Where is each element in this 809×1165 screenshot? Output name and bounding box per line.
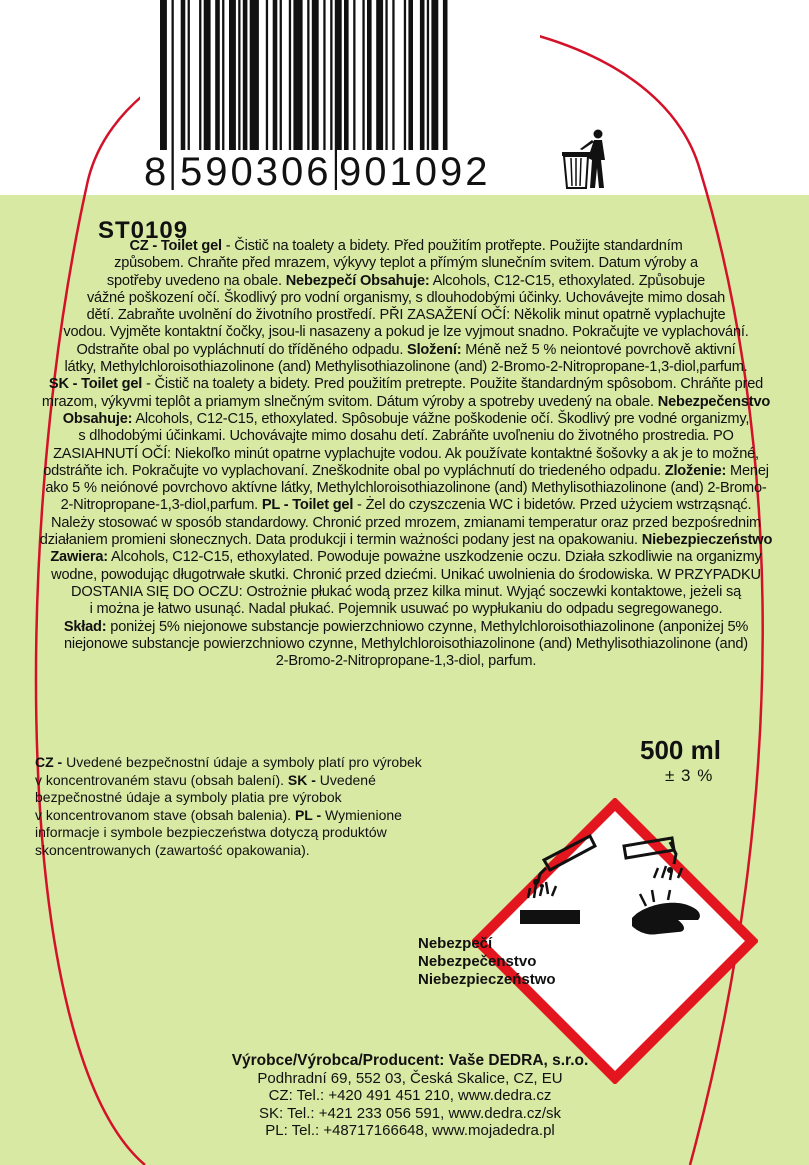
description-line [18, 290, 794, 307]
bold-text: CZ - Toilet gel [129, 238, 222, 254]
description-line [18, 238, 794, 255]
bold-text: Zloženie: [664, 462, 727, 479]
bold-text: Zawiera: [50, 549, 108, 566]
text: 2-Nitropropane-1,3-diol,parfum. [60, 497, 262, 514]
description-line [18, 394, 794, 411]
text: odstráňte ich. Pokračujte vo vyplachovaní. Zneškodnite obal po vypláchnutí do triedeného odpadu. [43, 462, 665, 479]
text: DOSTANIA SIĘ DO OCZU: Ostrożnie płukać wodą przez kilka minut. Wyjąć soczewki kontaktowe, jeżeli są [71, 583, 741, 600]
description-line [18, 515, 794, 532]
bold-text: Nebezpečenstvo [657, 393, 771, 410]
bold-text: CZ - [35, 754, 63, 770]
bold-text: PL - [294, 806, 322, 823]
text: poniżej 5% niejonowe substancje powierzchniowo czynne, Methylchloroisothiazolinone (anponiżej 5% [106, 618, 749, 635]
description-line [18, 255, 794, 272]
producer-contact-cz: CZ: Tel.: +420 491 451 210, www.dedra.cz [268, 1087, 552, 1104]
description-line [18, 376, 794, 393]
description-line [18, 601, 794, 618]
text: v koncentrovanom stave (obsah balenia). [35, 806, 295, 823]
bold-text: Nebezpečí Obsahuje: [285, 272, 430, 289]
text: Alcohols, C12-C15, ethoxylated. Powoduje poważne uszkodzenie oczu. Działa szkodliwie na organizmy [107, 549, 762, 566]
safety-note [35, 754, 465, 859]
safety-note-line [35, 842, 465, 860]
barcode-digits-right: 901092 [339, 150, 491, 194]
description-line [18, 480, 794, 497]
description-line [18, 428, 794, 445]
text: mrazom, výkyvmi teplôt a priamym slnečným svitom. Dátum výroby a spotreby uvedený na obale. [41, 393, 658, 410]
product-description [18, 238, 794, 670]
safety-note-line [35, 807, 465, 825]
volume-tolerance: ± 3 % [665, 766, 714, 785]
text: informacje i symbole bezpieczeństwa dotyczą produktów [35, 824, 387, 840]
description-line [18, 567, 794, 584]
description-line [18, 359, 794, 376]
text: Uvedené [315, 771, 376, 788]
text: Méně než 5 % neiontové povrchově aktivní [461, 341, 736, 358]
safety-note-line [35, 754, 465, 772]
safety-note-line [35, 789, 465, 807]
product-code: ST0109 [98, 217, 189, 244]
text: działaniem promieni słonecznych. Data produkcji i termin ważności podany jest na opakowaniu. [39, 532, 642, 549]
text: - Żel do czyszczenia WC i bidetów. Przed użyciem wstrząsnąć. [353, 497, 752, 514]
text: vážné poškození očí. Škodlivý pro vodní organismy, s dlouhodobými účinky. Uchovávejte mimo dosah [86, 289, 726, 306]
text: v koncentrovaném stavu (obsah balení). [35, 771, 288, 788]
description-line [18, 324, 794, 341]
text: Odstraňte obal po vypláchnutí do tříděného odpadu. [76, 341, 408, 358]
bold-text: Obsahuje: [62, 410, 133, 427]
description-line [18, 273, 794, 290]
bold-text: SK - [287, 771, 316, 788]
text: spotřeby uvedeno na obale. [106, 272, 286, 289]
signal-word-cz: Nebezpečí [418, 935, 493, 952]
text: wodne, powodując długotrwałe skutki. Chronić przed dziećmi. Unikać uwolnienia do środowiska. W PRZYPADKU [51, 566, 761, 583]
volume: 500 ml [640, 735, 721, 765]
description-line [18, 532, 794, 549]
text: způsobem. Chraňte před mrazem, výkyvy teplot a přímým slunečním svitem. Datum výroby a [114, 255, 698, 272]
barcode-digits-left: 590306 [180, 150, 332, 194]
text: Należy stosować w sposób standardowy. Chronić przed mrozem, zmianami temperatur oraz przed bezpośrednim [51, 514, 761, 531]
description-line [18, 549, 794, 566]
bold-text: PL - Toilet gel [261, 497, 354, 514]
text: Alcohols, C12-C15, ethoxylated. Spôsobuje vážne poškodenie očí. Škodlivý pre vodné organizmy, [132, 410, 750, 427]
description-line [18, 463, 794, 480]
bold-text: SK - Toilet gel [48, 376, 143, 393]
text: - Čistič na toalety a bidety. Před použitím protřepte. Použijte standardním [221, 238, 683, 254]
barcode [140, 0, 540, 195]
signal-word-pl: Niebezpieczeństwo [418, 971, 556, 988]
producer-title: Výrobce/Výrobca/Producent: Vaše DEDRA, s.r.o. [231, 1052, 589, 1069]
text: niejonowe substancje powierzchniowo czynne, Methylchloroisothiazolinone (and) Methylisothiazolinone (and) [64, 635, 748, 652]
barcode-bar [172, 0, 174, 190]
text: 2-Bromo-2-Nitropropane-1,3-diol, parfum. [275, 653, 537, 670]
description-line [18, 342, 794, 359]
text: bezpečnostné údaje a symboly platia pre výrobok [35, 789, 342, 805]
description-line [18, 619, 794, 636]
safety-note-line [35, 772, 465, 790]
do-not-litter-icon [560, 128, 610, 190]
text: Wymienione [321, 806, 402, 823]
text: i można je łatwo usunąć. Nadal płukać. Pojemnik usuwać po wypłukaniu do odpadu segregowanego. [89, 601, 723, 618]
bold-text: Niebezpieczeństwo [641, 532, 773, 549]
text: látky, Methylchloroisothiazolinone (and) Methylisothiazolinone (and) 2-Bromo-2-Nitropropane-1,3-diol,parfum. [64, 359, 748, 376]
signal-word-sk: Nebezpečenstvo [418, 953, 537, 970]
text: Uvedené bezpečnostní údaje a symboly platí pro výrobek [62, 754, 422, 770]
text: skoncentrowanych (zawartość opakowania). [35, 841, 310, 858]
producer-address: Podhradní 69, 552 03, Česká Skalice, CZ, EU [257, 1069, 563, 1087]
description-line [18, 636, 794, 653]
text: s dlhodobými účinkami. Uchovávajte mimo dosahu detí. Zabráňte uvoľneniu do životného prostredia. PO [78, 428, 734, 445]
safety-note-line [35, 824, 465, 842]
producer-info [160, 1052, 660, 1140]
producer-contact-pl: PL: Tel.: +48717166648, www.mojadedra.pl [265, 1122, 555, 1139]
description-line [18, 497, 794, 514]
text: vodou. Vyjměte kontaktní čočky, jsou-li nasazeny a pokud je lze vyjmout snadno. Pokračujte ve vyplachování. [63, 324, 749, 341]
description-line [18, 307, 794, 324]
text: - Čistič na toalety a bidety. Pred použitím pretrepte. Použite štandardným spôsobom. Chráňte pred [142, 376, 764, 393]
text: Alcohols, C12-C15, ethoxylated. Způsobuje [429, 272, 706, 289]
text: ZASIAHNUTÍ OČÍ: Niekoľko minút opatrne vyplachujte vodou. Ak používate kontaktné šošovky a ak je to možné, [53, 445, 759, 462]
bold-text: Složení: [407, 341, 462, 358]
description-line [18, 584, 794, 601]
signal-words [418, 935, 556, 989]
description-line [18, 653, 794, 670]
description-line [18, 411, 794, 428]
bold-text: Skład: [63, 618, 107, 635]
text: dětí. Zabraňte uvolnění do životního prostředí. PŘI ZASAŽENÍ OČÍ: Několik minut opatrně vyplachujte [86, 307, 726, 324]
producer-contact-sk: SK: Tel.: +421 233 056 591, www.dedra.cz/sk [259, 1104, 561, 1122]
barcode-digit-first: 8 [144, 150, 170, 194]
text: Menej [726, 462, 769, 479]
description-line [18, 446, 794, 463]
text: ako 5 % neiónové povrchovo aktívne látky, Methylchloroisothiazolinone (and) Methylisothiazolinone (and) 2-Bromo- [45, 480, 767, 497]
